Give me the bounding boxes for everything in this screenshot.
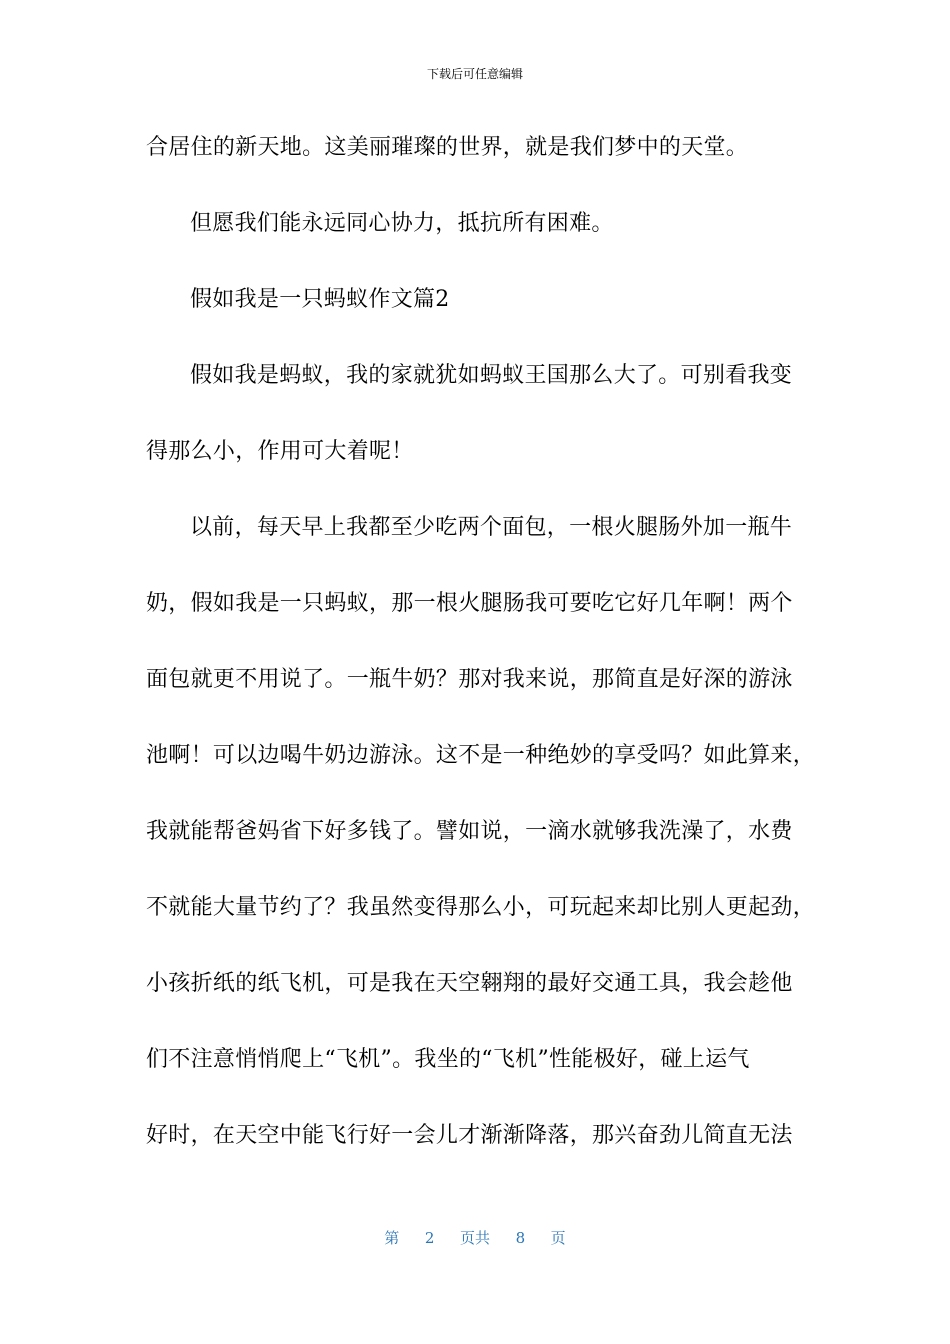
page-number-suffix: 页 (550, 1229, 566, 1247)
page-number-middle: 页共 (459, 1229, 490, 1247)
document-body (146, 126, 814, 1190)
total-page-number: 8 (515, 1229, 526, 1247)
body-line: 好时，在天空中能飞行好一会儿才渐渐降落，那兴奋劲儿简直无法 (146, 1123, 793, 1148)
body-line: 但愿我们能永远同心协力，抵抗所有困难。 (190, 211, 614, 236)
body-line: 池啊！可以边喝牛奶边游泳。这不是一种绝妙的享受吗？如此算来， (146, 743, 816, 768)
body-line: 以前，每天早上我都至少吃两个面包，一根火腿肠外加一瓶牛 (190, 515, 793, 540)
page-footer (0, 1228, 950, 1248)
body-line: 我就能帮爸妈省下好多钱了。譬如说，一滴水就够我洗澡了，水费 (146, 819, 793, 844)
section-heading: 假如我是一只蚂蚁作文篇2 (190, 287, 450, 312)
current-page-number: 2 (424, 1229, 435, 1247)
body-line: 奶，假如我是一只蚂蚁，那一根火腿肠我可要吃它好几年啊！两个 (146, 591, 793, 616)
page-header: 下载后可任意编辑 (426, 67, 523, 81)
body-line: 合居住的新天地。这美丽璀璨的世界，就是我们梦中的天堂。 (146, 135, 749, 160)
page-number-prefix: 第 (384, 1229, 400, 1247)
body-line: 得那么小，作用可大着呢！ (146, 439, 414, 464)
body-line: 们不注意悄悄爬上“飞机”。我坐的“飞机”性能极好，碰上运气 (146, 1047, 750, 1072)
body-line: 面包就更不用说了。一瓶牛奶？那对我来说，那简直是好深的游泳 (146, 667, 793, 692)
body-line: 小孩折纸的纸飞机，可是我在天空翱翔的最好交通工具，我会趁他 (146, 971, 793, 996)
body-line: 不就能大量节约了？我虽然变得那么小，可玩起来却比别人更起劲， (146, 895, 816, 920)
body-line: 假如我是蚂蚁，我的家就犹如蚂蚁王国那么大了。可别看我变 (190, 363, 793, 388)
